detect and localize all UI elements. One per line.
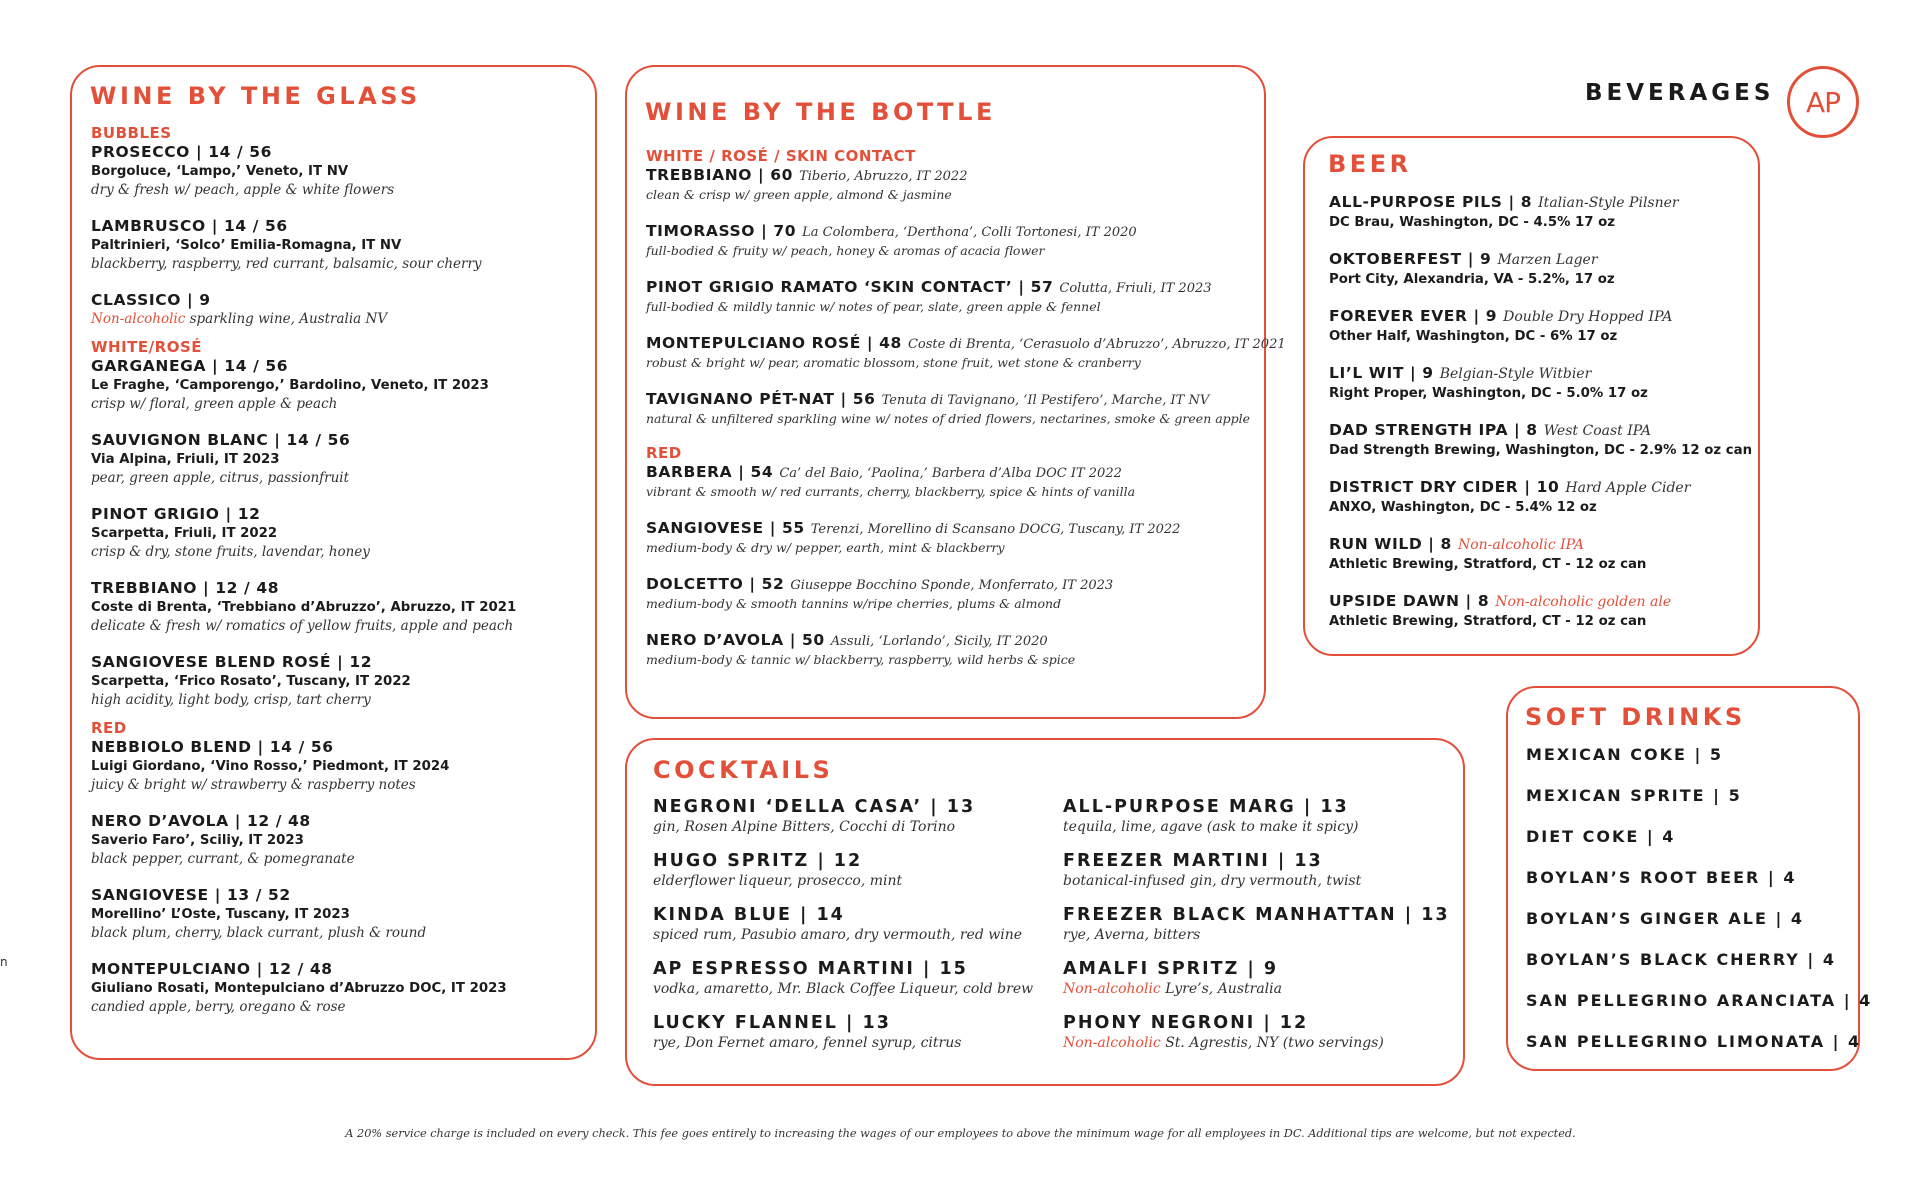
beer-detail: Other Half, Washington, DC - 6% 17 oz [1329, 329, 1618, 344]
glass-wine-producer: Paltrinieri, ‘Solco’ Emilia-Romagna, IT NV [91, 238, 402, 253]
cocktail-ingredients: botanical-infused gin, dry vermouth, twist [1063, 873, 1362, 889]
cocktail-description [653, 1034, 1033, 1052]
beer-line [1329, 421, 1752, 441]
cocktail-item [653, 958, 1033, 998]
beer-title: BEER [1328, 150, 1412, 178]
cocktail-description [1063, 818, 1450, 836]
soft-drink-item: SAN PELLEGRINO LIMONATA | 4 [1526, 1032, 1862, 1051]
beer-line [1329, 193, 1752, 213]
bottle-wine-item [646, 575, 1286, 613]
bottle-wine-name: DOLCETTO | 52 [646, 575, 785, 593]
bottle-wine-name: PINOT GRIGIO RAMATO ‘SKIN CONTACT’ | 57 [646, 278, 1054, 296]
soft-drink-item: DIET COKE | 4 [1526, 827, 1676, 846]
beer-line [1329, 307, 1752, 327]
edge-mark: n [0, 955, 8, 969]
bottle-wine-line [646, 334, 1286, 354]
bottle-wine-line [646, 222, 1286, 242]
cocktail-item [653, 850, 1033, 890]
glass-wine-description [91, 181, 516, 199]
bottle-wine-name: TREBBIANO | 60 [646, 166, 794, 184]
beer-style: Marzen Lager [1497, 252, 1598, 268]
glass-wine-name: GARGANEGA | 14 / 56 [91, 357, 289, 375]
bottle-wine-producer: Terenzi, Morellino di Scansano DOCG, Tuscany, IT 2022 [810, 522, 1181, 537]
glass-wine-producer: Saverio Faro’, Sciliy, IT 2023 [91, 833, 304, 848]
cocktail-name: HUGO SPRITZ | 12 [653, 851, 863, 871]
bottle-wine-producer: Assuli, ‘Lorlando’, Sicily, IT 2020 [830, 634, 1048, 649]
cocktails-column-left [653, 796, 1033, 1052]
cocktail-name: NEGRONI ‘DELLA CASA’ | 13 [653, 797, 976, 817]
beer-item [1329, 535, 1752, 574]
glass-wine-name: NERO D’AVOLA | 12 / 48 [91, 812, 311, 830]
glass-wine-notes: crisp w/ floral, green apple & peach [91, 396, 338, 412]
glass-wine-description [91, 617, 516, 635]
glass-wine-item [91, 217, 516, 273]
bottle-wine-description: robust & bright w/ pear, aromatic blossom, stone fruit, wet stone & cranberry [646, 355, 1141, 370]
cocktail-item [1063, 850, 1450, 890]
non-alcoholic-label: Non-alcoholic [1063, 981, 1161, 997]
beer-name: ALL-PURPOSE PILS | 8 [1329, 193, 1533, 211]
bottle-wine-producer: Coste di Brenta, ‘Cerasuolo d’Abruzzo’, Abruzzo, IT 2021 [907, 337, 1286, 352]
glass-wine-item [91, 812, 516, 868]
bottle-wine-name: SANGIOVESE | 55 [646, 519, 805, 537]
bottle-wine-description: full-bodied & mildly tannic w/ notes of pear, slate, green apple & fennel [646, 299, 1101, 314]
beer-item [1329, 193, 1752, 232]
bottle-wine-name: MONTEPULCIANO ROSÉ | 48 [646, 334, 902, 352]
glass-wine-description [91, 850, 516, 868]
beer-name: FOREVER EVER | 9 [1329, 307, 1498, 325]
glass-wine-notes: dry & fresh w/ peach, apple & white flowers [91, 182, 395, 198]
bottle-wine-line [646, 631, 1286, 651]
glass-wine-notes: high acidity, light body, crisp, tart cherry [91, 692, 371, 708]
glass-section-heading: BUBBLES [91, 124, 172, 142]
bottle-wine-line [646, 519, 1286, 539]
cocktails-title: COCKTAILS [653, 756, 834, 784]
glass-wine-producer: Scarpetta, ‘Frico Rosato’, Tuscany, IT 2022 [91, 674, 411, 689]
bottle-wine-description: vibrant & smooth w/ red currants, cherry, blackberry, spice & hints of vanilla [646, 484, 1136, 499]
cocktail-description [1063, 872, 1450, 890]
glass-wine-description [91, 469, 516, 487]
soft-drink-item: BOYLAN’S ROOT BEER | 4 [1526, 868, 1797, 887]
beer-detail: Athletic Brewing, Stratford, CT - 12 oz can [1329, 614, 1647, 629]
beer-item [1329, 364, 1752, 403]
cocktail-ingredients: vodka, amaretto, Mr. Black Coffee Liqueur, cold brew [653, 981, 1034, 997]
cocktail-description [1063, 926, 1450, 944]
glass-wine-producer: Borgoluce, ‘Lampo,’ Veneto, IT NV [91, 164, 349, 179]
cocktail-item [1063, 1012, 1450, 1052]
beer-style: Hard Apple Cider [1565, 480, 1691, 496]
cocktails-column-right [1063, 796, 1450, 1052]
cocktail-name: AMALFI SPRITZ | 9 [1063, 959, 1279, 979]
glass-wine-name: SANGIOVESE BLEND ROSÉ | 12 [91, 653, 373, 671]
cocktail-name: PHONY NEGRONI | 12 [1063, 1013, 1309, 1033]
cocktail-ingredients: tequila, lime, agave (ask to make it spicy) [1063, 819, 1359, 835]
bottle-wine-line [646, 166, 1286, 186]
cocktail-item [1063, 958, 1450, 998]
beer-name: UPSIDE DAWN | 8 [1329, 592, 1490, 610]
glass-wine-item [91, 291, 516, 328]
glass-wine-notes: delicate & fresh w/ romatics of yellow fruits, apple and peach [91, 618, 514, 634]
beer-item [1329, 307, 1752, 346]
page-title: BEVERAGES [1585, 80, 1775, 106]
cocktail-item [653, 1012, 1033, 1052]
glass-wine-producer: Scarpetta, Friuli, IT 2022 [91, 526, 278, 541]
cocktail-ingredients: St. Agrestis, NY (two servings) [1160, 1035, 1384, 1051]
soft-drink-item: MEXICAN COKE | 5 [1526, 745, 1724, 764]
beer-style: Italian-Style Pilsner [1538, 195, 1679, 211]
glass-wine-name: PINOT GRIGIO | 12 [91, 505, 261, 523]
cocktail-item [1063, 904, 1450, 944]
soft-drink-item: BOYLAN’S BLACK CHERRY | 4 [1526, 950, 1836, 969]
glass-wine-item [91, 886, 516, 942]
bottle-wine-item [646, 519, 1286, 557]
wine-by-glass-title: WINE BY THE GLASS [90, 82, 421, 110]
beer-detail: Dad Strength Brewing, Washington, DC - 2.9% 12 oz can [1329, 443, 1753, 458]
cocktail-item [1063, 796, 1450, 836]
bottle-wine-description: medium-body & tannic w/ blackberry, raspberry, wild herbs & spice [646, 652, 1076, 667]
beer-style: West Coast IPA [1543, 423, 1652, 439]
beer-item [1329, 592, 1752, 631]
bottle-wine-producer: La Colombera, ‘Derthona’, Colli Tortonesi, IT 2020 [802, 225, 1137, 240]
beer-style: Non-alcoholic golden ale [1495, 594, 1672, 610]
cocktail-name: LUCKY FLANNEL | 13 [653, 1013, 891, 1033]
glass-wine-name: SANGIOVESE | 13 / 52 [91, 886, 291, 904]
glass-section-heading: WHITE/ROSÉ [91, 338, 202, 356]
cocktail-name: FREEZER BLACK MANHATTAN | 13 [1063, 905, 1450, 925]
glass-wine-description [91, 998, 516, 1016]
glass-wine-item [91, 505, 516, 561]
glass-wine-notes: blackberry, raspberry, red currant, balsamic, sour cherry [91, 256, 482, 272]
bottle-wine-item [646, 631, 1286, 669]
cocktail-item [653, 904, 1033, 944]
cocktail-ingredients: Lyre’s, Australia [1160, 981, 1282, 997]
glass-wine-item [91, 960, 516, 1016]
beer-style: Belgian-Style Witbier [1439, 366, 1592, 382]
cocktail-description [653, 872, 1033, 890]
glass-wine-name: TREBBIANO | 12 / 48 [91, 579, 280, 597]
glass-wine-producer: Luigi Giordano, ‘Vino Rosso,’ Piedmont, IT 2024 [91, 759, 450, 774]
beer-detail: Athletic Brewing, Stratford, CT - 12 oz can [1329, 557, 1647, 572]
cocktail-description [1063, 980, 1450, 998]
beer-name: RUN WILD | 8 [1329, 535, 1452, 553]
bottle-wine-name: TIMORASSO | 70 [646, 222, 797, 240]
beer-line [1329, 364, 1752, 384]
beer-item [1329, 478, 1752, 517]
bottle-wine-item [646, 222, 1286, 260]
bottle-wine-description: medium-body & smooth tannins w/ripe cherries, plums & almond [646, 596, 1062, 611]
bottle-wine-line [646, 390, 1286, 410]
glass-wine-notes: candied apple, berry, oregano & rose [91, 999, 346, 1015]
glass-wine-description [91, 776, 516, 794]
beer-line [1329, 592, 1752, 612]
beer-line [1329, 535, 1752, 555]
beer-style: Non-alcoholic IPA [1457, 537, 1584, 553]
bottle-wine-producer: Giuseppe Bocchino Sponde, Monferrato, IT 2023 [790, 578, 1114, 593]
glass-wine-name: NEBBIOLO BLEND | 14 / 56 [91, 738, 334, 756]
glass-wine-item [91, 579, 516, 635]
beer-name: LI’L WIT | 9 [1329, 364, 1434, 382]
cocktail-description [653, 926, 1033, 944]
bottle-section-heading: RED [646, 444, 682, 462]
beer-detail: ANXO, Washington, DC - 5.4% 12 oz [1329, 500, 1597, 515]
beer-item [1329, 250, 1752, 289]
glass-wine-name: MONTEPULCIANO | 12 / 48 [91, 960, 333, 978]
glass-wine-notes: sparkling wine, Australia NV [185, 311, 388, 327]
bottle-wine-line [646, 278, 1286, 298]
glass-wine-item [91, 653, 516, 709]
cocktail-description [1063, 1034, 1450, 1052]
non-alcoholic-label: Non-alcoholic [91, 311, 186, 327]
beer-name: OKTOBERFEST | 9 [1329, 250, 1492, 268]
glass-wine-name: CLASSICO | 9 [91, 291, 211, 309]
beer-line [1329, 250, 1752, 270]
cocktail-name: AP ESPRESSO MARTINI | 15 [653, 959, 968, 979]
cocktail-ingredients: rye, Averna, bitters [1063, 927, 1201, 943]
cocktail-name: ALL-PURPOSE MARG | 13 [1063, 797, 1349, 817]
glass-wine-notes: black pepper, currant, & pomegranate [91, 851, 355, 867]
glass-wine-description [91, 543, 516, 561]
cocktail-description [653, 980, 1033, 998]
glass-wine-notes: juicy & bright w/ strawberry & raspberry notes [91, 777, 416, 793]
cocktail-ingredients: elderflower liqueur, prosecco, mint [653, 873, 903, 889]
non-alcoholic-label: Non-alcoholic [1063, 1035, 1161, 1051]
soft-drink-item: MEXICAN SPRITE | 5 [1526, 786, 1742, 805]
cocktail-ingredients: rye, Don Fernet amaro, fennel syrup, citrus [653, 1035, 962, 1051]
beer-list [1329, 193, 1752, 631]
glass-wine-name: SAUVIGNON BLANC | 14 / 56 [91, 431, 351, 449]
cocktail-name: FREEZER MARTINI | 13 [1063, 851, 1323, 871]
bottle-wine-description: medium-body & dry w/ pepper, earth, mint & blackberry [646, 540, 1005, 555]
wine-by-bottle-list [646, 147, 1286, 669]
cocktail-name: KINDA BLUE | 14 [653, 905, 845, 925]
bottle-wine-line [646, 575, 1286, 595]
soft-drinks-list [1526, 745, 1872, 1052]
glass-wine-notes: crisp & dry, stone fruits, lavendar, honey [91, 544, 370, 560]
glass-wine-description [91, 310, 516, 328]
glass-wine-producer: Via Alpina, Friuli, IT 2023 [91, 452, 280, 467]
bottle-wine-name: BARBERA | 54 [646, 463, 774, 481]
beer-line [1329, 478, 1752, 498]
glass-wine-producer: Morellino’ L’Oste, Tuscany, IT 2023 [91, 907, 350, 922]
glass-wine-description [91, 255, 516, 273]
bottle-wine-line [646, 463, 1286, 483]
glass-wine-notes: pear, green apple, citrus, passionfruit [91, 470, 350, 486]
glass-wine-description [91, 924, 516, 942]
glass-wine-item [91, 738, 516, 794]
beer-name: DAD STRENGTH IPA | 8 [1329, 421, 1538, 439]
wine-by-glass-list [91, 124, 516, 1016]
bottle-wine-producer: Tenuta di Tavignano, ‘Il Pestifero’, Marche, IT NV [881, 393, 1210, 408]
glass-wine-producer: Coste di Brenta, ‘Trebbiano d’Abruzzo’, Abruzzo, IT 2021 [91, 600, 517, 615]
bottle-wine-item [646, 278, 1286, 316]
glass-wine-name: PROSECCO | 14 / 56 [91, 143, 272, 161]
ap-logo-icon: AP [1787, 66, 1859, 138]
bottle-wine-description: full-bodied & fruity w/ peach, honey & aromas of acacia flower [646, 243, 1045, 258]
glass-wine-item [91, 143, 516, 199]
glass-wine-item [91, 357, 516, 413]
bottle-wine-item [646, 166, 1286, 204]
bottle-wine-item [646, 390, 1286, 428]
cocktail-item [653, 796, 1033, 836]
glass-wine-name: LAMBRUSCO | 14 / 56 [91, 217, 288, 235]
bottle-wine-producer: Ca’ del Baio, ‘Paolina,’ Barbera d’Alba DOC IT 2022 [779, 466, 1122, 481]
cocktail-ingredients: gin, Rosen Alpine Bitters, Cocchi di Torino [653, 819, 956, 835]
wine-by-bottle-title: WINE BY THE BOTTLE [645, 98, 996, 126]
cocktail-ingredients: spiced rum, Pasubio amaro, dry vermouth, red wine [653, 927, 1023, 943]
beer-item [1329, 421, 1752, 460]
cocktail-description [653, 818, 1033, 836]
soft-drink-item: SAN PELLEGRINO ARANCIATA | 4 [1526, 991, 1873, 1010]
glass-wine-producer: Giuliano Rosati, Montepulciano d’Abruzzo DOC, IT 2023 [91, 981, 507, 996]
service-charge-note: A 20% service charge is included on every check. This fee goes entirely to increasing the wages of our employees to above the minimum wage for all employees in DC. Additional tips are welcome, but not expected. [345, 1127, 1576, 1140]
glass-wine-item [91, 431, 516, 487]
soft-drinks-title: SOFT DRINKS [1525, 703, 1746, 731]
bottle-wine-name: TAVIGNANO PÉT-NAT | 56 [646, 390, 876, 408]
glass-section-heading: RED [91, 719, 127, 737]
bottle-wine-description: clean & crisp w/ green apple, almond & jasmine [646, 187, 952, 202]
beer-style: Double Dry Hopped IPA [1503, 309, 1673, 325]
glass-wine-description [91, 691, 516, 709]
beer-detail: Right Proper, Washington, DC - 5.0% 17 oz [1329, 386, 1648, 401]
glass-wine-description [91, 395, 516, 413]
bottle-wine-producer: Tiberio, Abruzzo, IT 2022 [799, 169, 968, 184]
glass-wine-producer: Le Fraghe, ‘Camporengo,’ Bardolino, Veneto, IT 2023 [91, 378, 489, 393]
bottle-wine-item [646, 334, 1286, 372]
beer-detail: Port City, Alexandria, VA - 5.2%, 17 oz [1329, 272, 1615, 287]
beer-detail: DC Brau, Washington, DC - 4.5% 17 oz [1329, 215, 1616, 230]
bottle-section-heading: WHITE / ROSÉ / SKIN CONTACT [646, 147, 916, 165]
bottle-wine-description: natural & unfiltered sparkling wine w/ notes of dried flowers, nectarines, smoke & green apple [646, 411, 1251, 426]
bottle-wine-producer: Colutta, Friuli, IT 2023 [1059, 281, 1212, 296]
bottle-wine-item [646, 463, 1286, 501]
soft-drink-item: BOYLAN’S GINGER ALE | 4 [1526, 909, 1805, 928]
glass-wine-notes: black plum, cherry, black currant, plush & round [91, 925, 427, 941]
beer-name: DISTRICT DRY CIDER | 10 [1329, 478, 1560, 496]
bottle-wine-name: NERO D’AVOLA | 50 [646, 631, 825, 649]
